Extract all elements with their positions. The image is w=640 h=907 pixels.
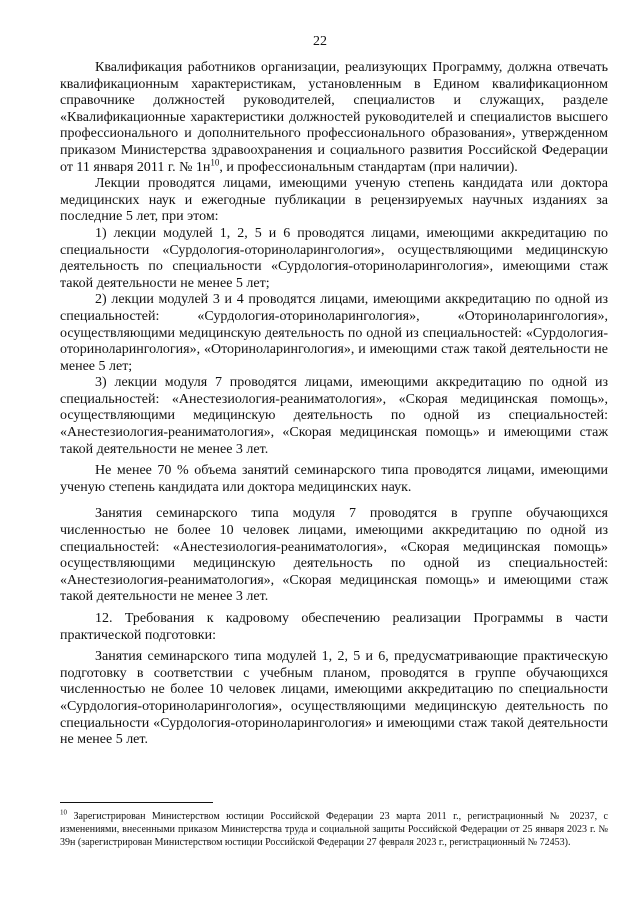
paragraph-text-tail: , и профессиональным стандартам (при наличии). [219,159,518,175]
paragraph-qualification [60,60,608,176]
footnote-text: Зарегистрирован Министерством юстиции Российской Федерации 23 марта 2011 г., регистрационный № 20237, с изменениями, внесенными приказом Министерства труда и социальной защиты Российской Федерации от 25 января 2023 г. № 39н (зарегистрирован Министерством юстиции Российской Федерации 27 февраля 2023 г., регистрационный № 72453). [60,811,608,849]
list-item-lectures-1: 1) лекции модулей 1, 2, 5 и 6 проводятся лицами, имеющими аккредитацию по специальности «Сурдология-оториноларингология», осуществляющими медицинскую деятельность по специальности «Сурдология-оториноларингология», имеющими стаж такой деятельности не менее 5 лет; [60,225,608,291]
paragraph-text: Квалификация работников организации, реализующих Программу, должна отвечать квалификационным характеристикам, установленным в Едином квалификационном справочнике должностей руководителей, специалистов и служащих, разделе «Квалификационные характеристики должностей руководителей и специалистов высшего профессионального и дополнительного профессионального образования», утвержденном приказом Министерства здравоохранения и социального развития Российской Федерации от 11 января 2011 г. № 1н [60,60,608,175]
body-text [60,60,608,749]
paragraph-seminars-share: Не менее 70 % объема занятий семинарского типа проводятся лицами, имеющими ученую степень кандидата или доктора медицинских наук. [60,463,608,495]
footnote-reference[interactable]: 10 [210,156,220,167]
list-item-lectures-3: 3) лекции модуля 7 проводятся лицами, имеющими аккредитацию по одной из специальностей: «Анестезиология-реаниматология», «Скорая медицинская помощь», осуществляющими медицинскую деятельность по одной из специальностей: «Анестезиология-реаниматология», «Скорая медицинская помощь» и имеющими стаж такой деятельности не менее 3 лет. [60,375,608,457]
footnote-divider [60,802,213,803]
paragraph-practical-training: Занятия семинарского типа модулей 1, 2, 5 и 6, предусматривающие практическую подготовку в соответствии с учебным планом, проводятся в группе обучающихся численностью не более 10 человек лицами, имеющими аккредитацию по специальности «Сурдология-оториноларингология», осуществляющими медицинскую деятельность по специальности «Сурдология-оториноларингология» и имеющими стаж такой деятельности не менее 5 лет. [60,649,608,748]
paragraph-seminars-module-7: Занятия семинарского типа модуля 7 проводятся в группе обучающихся численностью не более 10 человек лицами, имеющими аккредитацию по одной из специальностей: «Анестезиология-реаниматология», «Скорая медицинская помощь» осуществляющими медицинскую деятельность по одной из специальностей: «Анестезиология-реаниматология», «Скорая медицинская помощь» и имеющими стаж такой деятельности не менее 3 лет. [60,506,608,605]
footnote-marker: 10 [60,808,67,817]
footnote [60,810,608,850]
page-number: 22 [313,34,327,49]
paragraph-lectures: Лекции проводятся лицами, имеющими ученую степень кандидата или доктора медицинских наук и ежегодные публикации в рецензируемых научных изданиях за последние 5 лет, при этом: [60,176,608,225]
list-item-lectures-2: 2) лекции модулей 3 и 4 проводятся лицами, имеющими аккредитацию по одной из специальностей: «Сурдология-оториноларингология», «Оториноларингология», осуществляющими медицинскую деятельность по одной из специальностей: «Сурдология-оториноларингология», «Оториноларингология», и имеющими стаж такой деятельности не менее 5 лет; [60,292,608,374]
section-heading-12: 12. Требования к кадровому обеспечению реализации Программы в части практической подготовки: [60,611,608,643]
